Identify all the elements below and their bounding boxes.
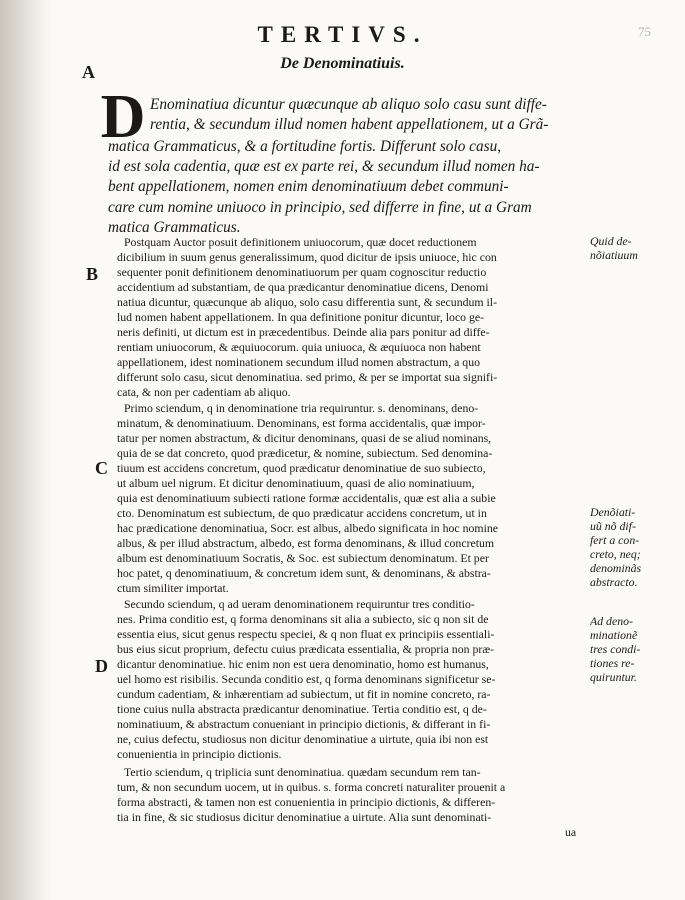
margin-note-line: nõiatiuum — [590, 248, 638, 262]
commentary-line: cata, & non per cadentiam ab aliquo. — [117, 385, 291, 399]
margin-letter-c: C — [95, 458, 108, 478]
commentary-line: lud nomen habent appellationem. In qua definitione ponitur dicuntur, loco ge- — [117, 310, 485, 324]
text-line: Enominatiua dicuntur quæcunque ab aliquo solo casu sunt diffe- — [150, 96, 547, 113]
commentary-line: ua — [565, 825, 577, 839]
text-line: care cum nomine uniuoco in principio, sed differre in fine, ut a Gram — [108, 199, 532, 216]
commentary-line: cundum cadentiam, & inhærentiam ad subiectum, ut fit in nomine concreto, ra- — [117, 687, 491, 701]
margin-note-line: tres condi- — [590, 642, 641, 656]
commentary-line: ctum similiter importat. — [117, 581, 229, 595]
running-head: TERTIVS. — [257, 22, 428, 47]
drop-cap: D — [100, 83, 146, 151]
commentary-line: bus eius sicut proprium, defectu cuius prædicata essentialia, & propria non præ- — [117, 642, 495, 656]
commentary-line: uel homo est risibilis. Secunda conditio est, q forma denominans significetur se- — [117, 672, 496, 686]
commentary-line: neris definiti, ut dictum est in præcedentibus. Deinde alia pars ponitur ad diffe- — [117, 325, 490, 339]
commentary-line: natiua dicuntur, quæcunque ab aliquo, solo casu differentia sunt, & secundum il- — [117, 295, 497, 309]
text-line: matica Grammaticus. — [108, 219, 241, 236]
margin-note-line: minationẽ — [590, 628, 638, 642]
margin-note-line: creto, neq; — [590, 547, 641, 561]
margin-note-line: Ad deno- — [590, 614, 633, 628]
commentary-line: minatum, & denominatiuum. Denominans, est forma accidentalis, quæ impor- — [117, 416, 486, 430]
margin-note-line: uũ nõ dif- — [590, 519, 636, 533]
commentary-line: nominatiuum, & abstractum conueniant in principio dictionis, & differant in fi- — [117, 717, 491, 731]
margin-letter-b: B — [86, 264, 99, 284]
commentary-line: rentiam uniuocorum, & æquiuocorum. quia uniuoca, & æquiuoca non habent — [117, 340, 481, 354]
page-number: 75 — [638, 24, 651, 39]
commentary-line: albus, & per illud abstractum, albedo, est forma denominans, & illud concretum — [117, 536, 495, 550]
commentary-line: tatur per nomen abstractum, & dicitur denominans, quasi de se aliud nominans, — [117, 431, 492, 445]
commentary-line: quia est denominatiuum subiecti ratione formæ accidentalis, quæ est alia a subie — [117, 491, 496, 505]
commentary-line: tum, & non secundum uocem, ut in quibus. s. forma concreti naturaliter prouenit a — [117, 780, 506, 794]
commentary-line: sequenter ponit definitionem denominatiuorum per quam cognoscitur reductio — [117, 265, 487, 279]
commentary-line: quia de se dat concreto, quod prædicetur, & nomine, subiectum. Sed denomina- — [117, 446, 493, 460]
commentary-line: essentia eius, sicut genus respectu speciei, & q non fluat ex principiis essentiali- — [117, 627, 495, 641]
margin-note-line: Denõiati- — [590, 505, 636, 519]
commentary-line: tia in fine, & sic studiosus dicitur denominatiue a uirtute. Alia sunt denominati- — [117, 810, 492, 824]
commentary-line: Secundo sciendum, q ad ueram denominationem requiruntur tres conditio- — [124, 597, 475, 611]
margin-letter-a: A — [82, 62, 95, 82]
commentary-line: appellationem, idest nominationem secundum illud nomen abstractum, a quo — [117, 355, 481, 369]
margin-letter-d: D — [95, 656, 108, 676]
commentary-line: cto. Denominatum est subiectum, de quo prædicatur accidens concretum, ut in — [117, 506, 487, 520]
commentary-line: tione cuius nulla abstracta prædicantur denominatiue. Tertia conditio est, q de- — [117, 702, 487, 716]
commentary-line: hoc patet, q denominatiuum, & concretum idem sunt, & denominans, & abstra- — [117, 566, 491, 580]
text-line: bent appellationem, nomen enim denominatiuum debet communi- — [108, 178, 509, 195]
margin-note-line: tiones re- — [590, 656, 635, 670]
commentary-line: ne, cuius defectu, studiosus non dicitur denominatiue a uirtute, quia ibi non est — [117, 732, 489, 746]
commentary-line: conuenientia in principio dictionis. — [117, 747, 282, 761]
commentary-line: forma abstracti, & tamen non est conuenientia in principio dictionis, & differen- — [117, 795, 496, 809]
commentary-line: ut album uel nigrum. Et dicitur denominatiuum, quasi de alio nominatiuum, — [117, 476, 475, 490]
text-line: matica Grammaticus, & a fortitudine fortis. Differunt solo casu, — [108, 138, 502, 155]
margin-note-line: Quid de- — [590, 234, 632, 248]
margin-note-line: denominãs — [590, 561, 642, 575]
commentary-line: dicibilium in suum genus generalissimum, quod dicitur de ipsis uniuoce, hic con — [117, 250, 497, 264]
text-line: rentia, & secundum illud nomen habent appellationem, ut a Grã- — [150, 116, 549, 133]
margin-note-line: abstracto. — [590, 575, 638, 589]
commentary-line: nes. Prima conditio est, q forma denominans sit alia a subiecto, sic q non sit de — [117, 612, 489, 626]
commentary-line: tiuum est accidens concretum, quod prædicatur denominatiue de suo subiecto, — [117, 461, 486, 475]
commentary-line: dicantur denominatiue. hic enim non est uera denominatio, homo est humanus, — [117, 657, 489, 671]
section-title: De Denominatiuis. — [280, 55, 405, 72]
commentary-line: Primo sciendum, q in denominatione tria requiruntur. s. denominans, deno- — [124, 401, 479, 415]
margin-note-line: fert a con- — [590, 533, 640, 547]
commentary-line: album est denominatiuum Socratis, & Soc. est subiectum denominatum. Et per — [117, 551, 489, 565]
text-line: id est sola cadentia, quæ est ex parte rei, & secundum illud nomen ha- — [108, 158, 540, 175]
commentary-line: hac prædicatione denominatiua, Socr. est albus, albedo significata in hoc nomine — [117, 521, 499, 535]
page-binding-edge — [0, 0, 52, 900]
margin-note-line: quiruntur. — [590, 670, 637, 684]
commentary-line: differunt solo casu, sicut denominatiua. sed primo, & per se importat sua signifi- — [117, 370, 498, 384]
commentary-line: Postquam Auctor posuit definitionem uniuocorum, quæ docet reductionem — [124, 235, 477, 249]
commentary-line: Tertio sciendum, q triplicia sunt denominatiua. quædam secundum rem tan- — [124, 765, 481, 779]
commentary-line: accidentium ad substantiam, de qua prædicantur denominatiue dicens, Denomi — [117, 280, 489, 294]
